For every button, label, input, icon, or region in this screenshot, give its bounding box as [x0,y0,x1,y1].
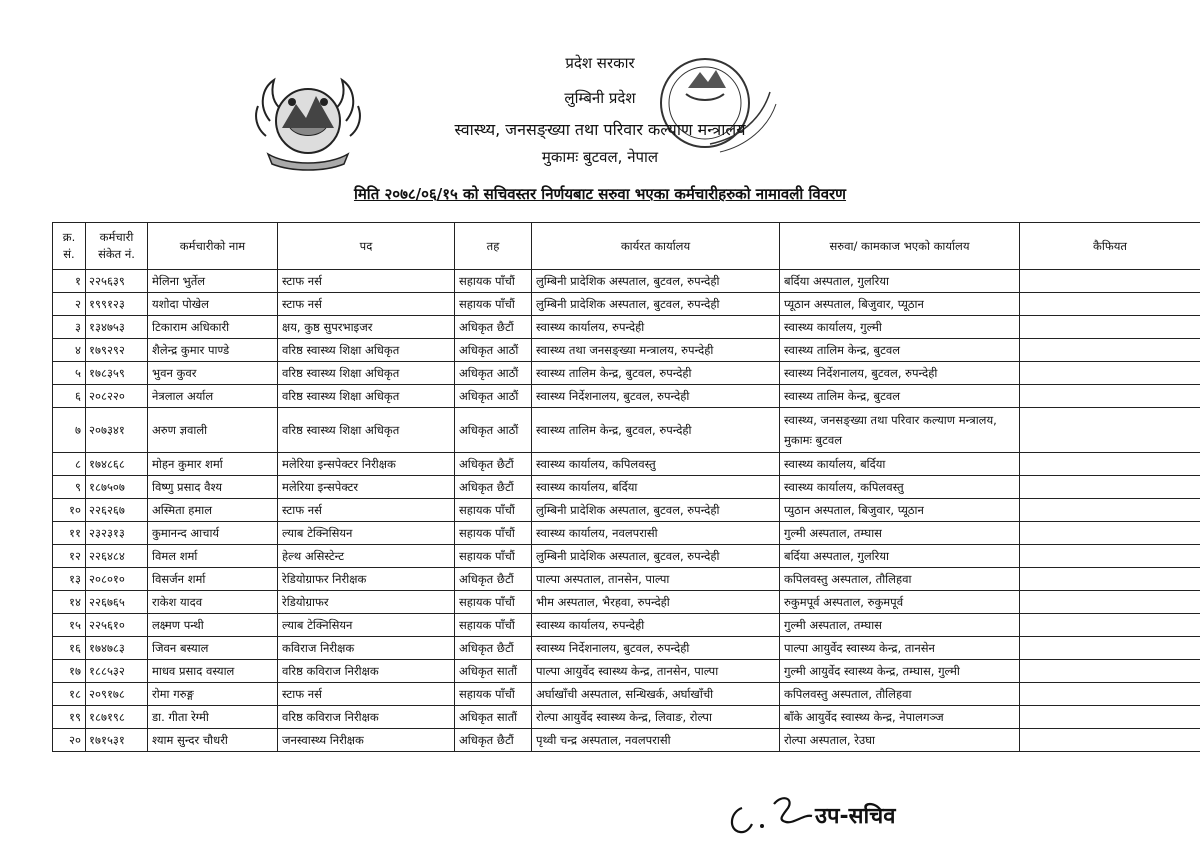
row-current-office: लुम्बिनी प्रादेशिक अस्पताल, बुटवल, रुपन्देही [532,270,780,293]
row-code: १७९२९२ [86,339,148,362]
row-remarks [1020,568,1200,591]
row-post: वरिष्ठ स्वास्थ्य शिक्षा अधिकृत [278,362,455,385]
row-code: १७४८६८ [86,453,148,476]
row-code: १८७१९८ [86,706,148,729]
row-sn: १८ [53,683,86,706]
row-transfer-office: स्वास्थ्य, जनसङ्ख्या तथा परिवार कल्याण मन्त्रालय, मुकामः बुटवल [780,408,1020,453]
row-current-office: स्वास्थ्य कार्यालय, बर्दिया [532,476,780,499]
row-sn: २ [53,293,86,316]
row-name: टिकाराम अधिकारी [148,316,278,339]
row-level: सहायक पाँचौं [455,591,532,614]
row-level: अधिकृत छैटौं [455,476,532,499]
table-row [53,385,1200,408]
row-level: सहायक पाँचौं [455,614,532,637]
row-code: २०७३४१ [86,408,148,453]
col-header-current-office: कार्यरत कार्यालय [532,223,780,270]
table-row [53,316,1200,339]
row-remarks [1020,591,1200,614]
row-code: २३२३१३ [86,522,148,545]
table-row [53,683,1200,706]
row-remarks [1020,683,1200,706]
row-sn: १२ [53,545,86,568]
row-sn: १९ [53,706,86,729]
row-code: १७१५३१ [86,729,148,752]
row-transfer-office: गुल्मी आयुर्वेद स्वास्थ्य केन्द्र, तम्घास, गुल्मी [780,660,1020,683]
row-name: मोहन कुमार शर्मा [148,453,278,476]
row-code: २०९१७८ [86,683,148,706]
row-level: अधिकृत छैटौं [455,316,532,339]
row-code: २२६७६५ [86,591,148,614]
row-post: रेडियोग्राफर निरीक्षक [278,568,455,591]
row-level: सहायक पाँचौं [455,522,532,545]
table-row [53,729,1200,752]
row-sn: १३ [53,568,86,591]
row-sn: १ [53,270,86,293]
row-transfer-office: पाल्पा आयुर्वेद स्वास्थ्य केन्द्र, तानसेन [780,637,1020,660]
row-level: सहायक पाँचौं [455,270,532,293]
row-name: रोमा गरुङ्ग [148,683,278,706]
row-post: ल्याब टेक्निसियन [278,614,455,637]
row-post: वरिष्ठ स्वास्थ्य शिक्षा अधिकृत [278,385,455,408]
header-province-name: लुम्बिनी प्रदेश [564,89,636,107]
row-transfer-office: स्वास्थ्य कार्यालय, बर्दिया [780,453,1020,476]
row-post: जनस्वास्थ्य निरीक्षक [278,729,455,752]
row-sn: १७ [53,660,86,683]
row-current-office: अर्घाखाँची अस्पताल, सन्धिखर्क, अर्घाखाँची [532,683,780,706]
row-name: माधव प्रसाद वस्याल [148,660,278,683]
row-name: शैलेन्द्र कुमार पाण्डे [148,339,278,362]
col-header-remarks: कैफियत [1020,223,1200,270]
signature-designation: उप-सचिव [815,804,896,829]
row-remarks [1020,316,1200,339]
row-transfer-office: स्वास्थ्य कार्यालय, कपिलवस्तु [780,476,1020,499]
row-post: ल्याब टेक्निसियन [278,522,455,545]
row-level: सहायक पाँचौं [455,293,532,316]
row-transfer-office: बर्दिया अस्पताल, गुलरिया [780,270,1020,293]
transfer-table [52,222,1200,752]
row-transfer-office: कपिलवस्तु अस्पताल, तौलिहवा [780,683,1020,706]
row-current-office: स्वास्थ्य तालिम केन्द्र, बुटवल, रुपन्देही [532,362,780,385]
row-sn: ५ [53,362,86,385]
row-name: भुवन कुवर [148,362,278,385]
table-row [53,476,1200,499]
row-name: विष्णु प्रसाद वैश्य [148,476,278,499]
table-row [53,591,1200,614]
row-post: रेडियोग्राफर [278,591,455,614]
row-sn: १६ [53,637,86,660]
row-code: २२५६३९ [86,270,148,293]
header-location: मुकामः बुटवल, नेपाल [541,148,659,166]
row-current-office: स्वास्थ्य तथा जनसङ्ख्या मन्त्रालय, रुपन्देही [532,339,780,362]
row-code: १८७५०७ [86,476,148,499]
row-sn: १५ [53,614,86,637]
row-post: हेल्थ असिस्टेन्ट [278,545,455,568]
document-title: मिति २०७८/०६/१५ को सचिवस्तर निर्णयबाट सरुवा भएका कर्मचारीहरुको नामावली विवरण [353,185,847,203]
row-level: अधिकृत छैटौं [455,568,532,591]
row-remarks [1020,499,1200,522]
row-level: सहायक पाँचौं [455,499,532,522]
row-transfer-office: रोल्पा अस्पताल, रेउघा [780,729,1020,752]
row-transfer-office: बाँके आयुर्वेद स्वास्थ्य केन्द्र, नेपालगञ्ज [780,706,1020,729]
row-transfer-office: प्युठान अस्पताल, बिजुवार, प्यूठान [780,499,1020,522]
row-remarks [1020,476,1200,499]
row-remarks [1020,293,1200,316]
row-remarks [1020,637,1200,660]
row-current-office: पाल्पा आयुर्वेद स्वास्थ्य केन्द्र, तानसेन, पाल्पा [532,660,780,683]
row-transfer-office: गुल्मी अस्पताल, तम्घास [780,522,1020,545]
row-remarks [1020,614,1200,637]
col-header-code: कर्मचारी संकेत नं. [86,223,148,270]
row-post: कविराज निरीक्षक [278,637,455,660]
row-remarks [1020,729,1200,752]
row-code: २०८०१० [86,568,148,591]
table-row [53,545,1200,568]
row-post: वरिष्ठ कविराज निरीक्षक [278,706,455,729]
row-remarks [1020,385,1200,408]
row-code: १३४७५३ [86,316,148,339]
table-row [53,408,1200,453]
row-post: मलेरिया इन्सपेक्टर निरीक्षक [278,453,455,476]
row-current-office: लुम्बिनी प्रादेशिक अस्पताल, बुटवल, रुपन्देही [532,293,780,316]
row-sn: ८ [53,453,86,476]
row-transfer-office: कपिलवस्तु अस्पताल, तौलिहवा [780,568,1020,591]
row-sn: ४ [53,339,86,362]
row-name: जिवन बस्याल [148,637,278,660]
row-remarks [1020,453,1200,476]
row-remarks [1020,270,1200,293]
table-row [53,293,1200,316]
row-transfer-office: गुल्मी अस्पताल, तम्घास [780,614,1020,637]
row-name: डा. गीता रेग्मी [148,706,278,729]
col-header-post: पद [278,223,455,270]
row-sn: ११ [53,522,86,545]
table-row [53,660,1200,683]
row-sn: ९ [53,476,86,499]
row-sn: २० [53,729,86,752]
row-current-office: लुम्बिनी प्रादेशिक अस्पताल, बुटवल, रुपन्देही [532,545,780,568]
row-current-office: भीम अस्पताल, भैरहवा, रुपन्देही [532,591,780,614]
row-name: विसर्जन शर्मा [148,568,278,591]
row-level: अधिकृत आठौं [455,339,532,362]
row-post: मलेरिया इन्सपेक्टर [278,476,455,499]
row-current-office: स्वास्थ्य निर्देशनालय, बुटवल, रुपन्देही [532,637,780,660]
table-row [53,270,1200,293]
table-header-row [53,223,1200,270]
row-name: यशोदा पोखेल [148,293,278,316]
row-transfer-office: स्वास्थ्य निर्देशनालय, बुटवल, रुपन्देही [780,362,1020,385]
row-code: १९९१२३ [86,293,148,316]
row-name: अस्मिता हमाल [148,499,278,522]
row-sn: १४ [53,591,86,614]
row-name: कुमानन्द आचार्य [148,522,278,545]
row-transfer-office: बर्दिया अस्पताल, गुलरिया [780,545,1020,568]
row-name: नेत्रलाल अर्याल [148,385,278,408]
row-name: अरुण ज्ञवाली [148,408,278,453]
row-level: अधिकृत छैटौं [455,637,532,660]
row-current-office: पृथ्वी चन्द्र अस्पताल, नवलपरासी [532,729,780,752]
col-header-transfer-office: सरुवा/ कामकाज भएको कार्यालय [780,223,1020,270]
row-remarks [1020,660,1200,683]
row-level: सहायक पाँचौं [455,545,532,568]
row-current-office: स्वास्थ्य कार्यालय, रुपन्देही [532,316,780,339]
row-current-office: रोल्पा आयुर्वेद स्वास्थ्य केन्द्र, लिवाङ, रोल्पा [532,706,780,729]
row-current-office: स्वास्थ्य निर्देशनालय, बुटवल, रुपन्देही [532,385,780,408]
row-remarks [1020,522,1200,545]
row-post: वरिष्ठ स्वास्थ्य शिक्षा अधिकृत [278,339,455,362]
row-post: स्टाफ नर्स [278,683,455,706]
row-current-office: स्वास्थ्य कार्यालय, रुपन्देही [532,614,780,637]
row-transfer-office: स्वास्थ्य कार्यालय, गुल्मी [780,316,1020,339]
col-header-name: कर्मचारीको नाम [148,223,278,270]
row-code: २२५६१० [86,614,148,637]
table-row [53,339,1200,362]
row-transfer-office: स्वास्थ्य तालिम केन्द्र, बुटवल [780,339,1020,362]
table-row [53,637,1200,660]
row-code: १७४७८३ [86,637,148,660]
row-remarks [1020,408,1200,453]
row-remarks [1020,545,1200,568]
table-row [53,453,1200,476]
col-header-level: तह [455,223,532,270]
row-current-office: स्वास्थ्य कार्यालय, नवलपरासी [532,522,780,545]
row-sn: ३ [53,316,86,339]
row-post: स्टाफ नर्स [278,293,455,316]
row-name: मेलिना भुर्तेल [148,270,278,293]
row-level: अधिकृत आठौं [455,408,532,453]
row-transfer-office: रुकुमपूर्व अस्पताल, रुकुमपूर्व [780,591,1020,614]
row-transfer-office: प्यूठान अस्पताल, बिजुवार, प्यूठान [780,293,1020,316]
row-post: स्टाफ नर्स [278,270,455,293]
row-current-office: पाल्पा अस्पताल, तानसेन, पाल्पा [532,568,780,591]
row-level: अधिकृत आठौं [455,362,532,385]
row-level: अधिकृत छैटौं [455,729,532,752]
row-post: स्टाफ नर्स [278,499,455,522]
row-remarks [1020,362,1200,385]
table-row [53,522,1200,545]
row-level: अधिकृत सातौं [455,706,532,729]
row-sn: ६ [53,385,86,408]
row-level: अधिकृत आठौं [455,385,532,408]
row-current-office: स्वास्थ्य तालिम केन्द्र, बुटवल, रुपन्देही [532,408,780,453]
row-post: वरिष्ठ स्वास्थ्य शिक्षा अधिकृत [278,408,455,453]
table-row [53,362,1200,385]
signature-scribble-icon [722,790,822,840]
row-name: लक्ष्मण पन्थी [148,614,278,637]
row-post: क्षय, कुष्ठ सुपरभाइजर [278,316,455,339]
col-header-sn: क्र. सं. [53,223,86,270]
row-code: १७८३५९ [86,362,148,385]
row-level: सहायक पाँचौं [455,683,532,706]
row-current-office: स्वास्थ्य कार्यालय, कपिलवस्तु [532,453,780,476]
header-ministry-name: स्वास्थ्य, जनसङ्ख्या तथा परिवार कल्याण मन्त्रालय [454,120,746,139]
row-transfer-office: स्वास्थ्य तालिम केन्द्र, बुटवल [780,385,1020,408]
row-code: २२६२६७ [86,499,148,522]
row-code: २२६४८४ [86,545,148,568]
row-remarks [1020,706,1200,729]
table-row [53,614,1200,637]
row-post: वरिष्ठ कविराज निरीक्षक [278,660,455,683]
row-level: अधिकृत सातौं [455,660,532,683]
table-row [53,499,1200,522]
row-code: २०८२२० [86,385,148,408]
table-row [53,706,1200,729]
row-remarks [1020,339,1200,362]
header-province-government: प्रदेश सरकार [565,54,635,72]
row-sn: ७ [53,408,86,453]
row-name: राकेश यादव [148,591,278,614]
row-sn: १० [53,499,86,522]
row-code: १८८५३२ [86,660,148,683]
row-level: अधिकृत छैटौं [455,453,532,476]
row-name: विमल शर्मा [148,545,278,568]
row-current-office: लुम्बिनी प्रादेशिक अस्पताल, बुटवल, रुपन्देही [532,499,780,522]
table-row [53,568,1200,591]
row-name: श्याम सुन्दर चौधरी [148,729,278,752]
